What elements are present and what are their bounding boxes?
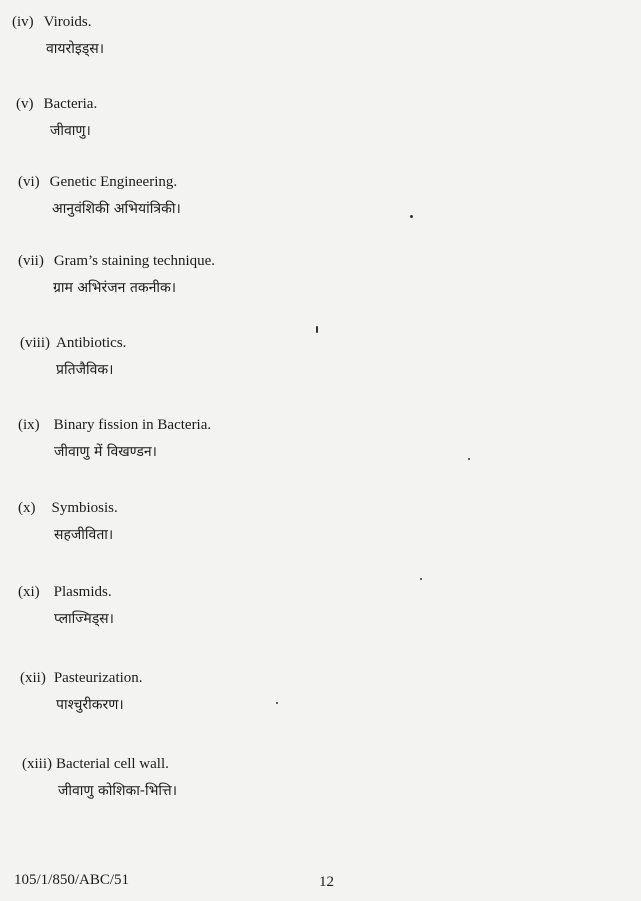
question-text-hindi: जीवाणु में विखण्डन।: [54, 444, 157, 460]
question-text-english: Symbiosis.: [51, 500, 118, 516]
question-text-english: Binary fission in Bacteria.: [53, 417, 212, 433]
question-number: (xi): [18, 584, 40, 600]
scan-speck: [316, 326, 318, 333]
question-text-hindi: सहजीविता।: [54, 527, 114, 543]
page-number: 12: [319, 874, 334, 890]
question-number: (ix): [18, 417, 40, 433]
question-number: (iv): [12, 14, 34, 30]
question-xii: [20, 670, 143, 714]
question-number: (viii): [20, 335, 50, 351]
question-iv: [12, 14, 104, 58]
question-text-hindi: प्लाज्मिड्स।: [54, 611, 114, 627]
question-text-english: Gram’s staining technique.: [53, 253, 216, 269]
question-number: (x): [18, 500, 36, 516]
question-vii: [18, 253, 215, 297]
question-viii: [20, 335, 126, 379]
question-text-english: Viroids.: [43, 14, 92, 30]
question-text-hindi: वायरोइड्स।: [46, 41, 105, 57]
scan-speck: [468, 458, 470, 460]
question-text-english: Bacteria.: [43, 96, 98, 112]
question-text-english: Pasteurization.: [53, 670, 143, 686]
question-text-english: Bacterial cell wall.: [56, 756, 169, 772]
question-xi: [18, 584, 114, 628]
question-text-hindi: जीवाणु।: [50, 123, 91, 139]
question-text-hindi: आनुवंशिकी अभियांत्रिकी।: [52, 201, 181, 217]
question-text-hindi: पाश्चुरीकरण।: [56, 697, 124, 713]
question-number: (v): [16, 96, 34, 112]
question-text-hindi: प्रतिजैविक।: [56, 362, 114, 378]
question-v: [16, 96, 97, 140]
question-number: (xiii): [22, 756, 52, 772]
question-ix: [18, 417, 211, 461]
footer-paper-code: 105/1/850/ABC/51: [14, 872, 130, 888]
question-xiii: [22, 756, 177, 800]
question-number: (vii): [18, 253, 44, 269]
question-text-english: Antibiotics.: [56, 335, 127, 351]
question-text-english: Plasmids.: [53, 584, 112, 600]
question-x: [18, 500, 118, 544]
scan-speck: [410, 215, 413, 218]
question-text-english: Genetic Engineering.: [49, 174, 178, 190]
scan-speck: [420, 578, 422, 580]
question-text-hindi: ग्राम अभिरंजन तकनीक।: [53, 280, 177, 296]
question-number: (xii): [20, 670, 46, 686]
scan-speck: [276, 702, 278, 704]
question-text-hindi: जीवाणु कोशिका-भित्ति।: [58, 783, 178, 799]
question-vi: [18, 174, 181, 218]
question-number: (vi): [18, 174, 40, 190]
